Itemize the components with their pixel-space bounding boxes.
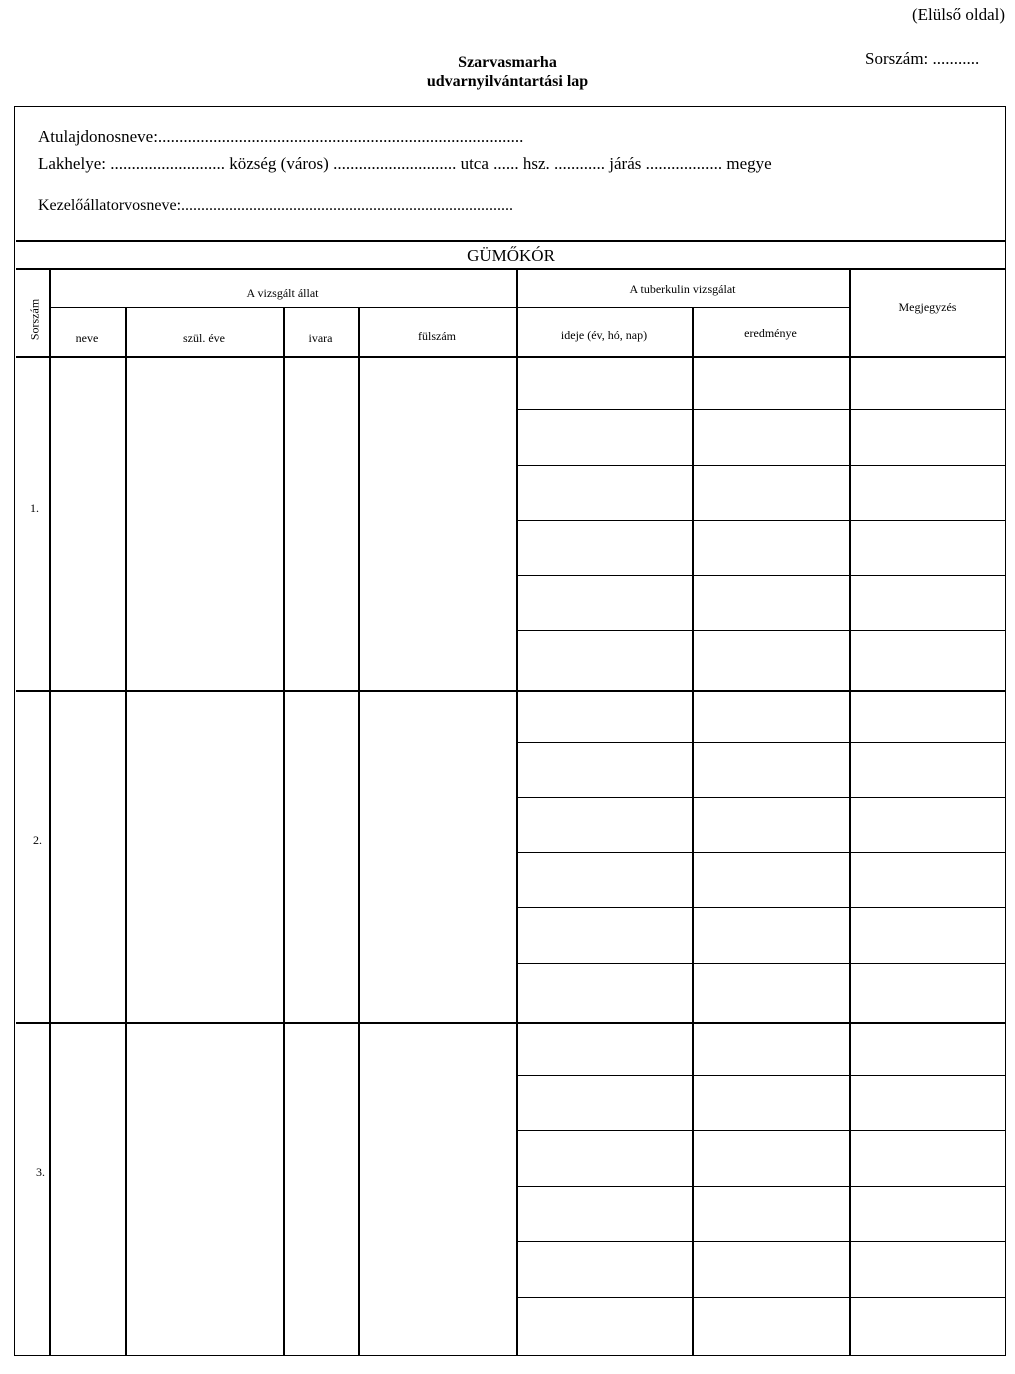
header-tuberculin-test: A tuberkulin vizsgálat xyxy=(629,282,736,296)
col-divider-birth xyxy=(283,307,285,1356)
subrow-line xyxy=(516,575,1006,576)
subrow-line xyxy=(516,1186,1006,1187)
row-number-2: 2. xyxy=(33,833,42,847)
subrow-line xyxy=(516,520,1006,521)
header-remark: Megjegyzés xyxy=(898,300,957,314)
page-side-label: (Elülső oldal) xyxy=(911,5,1005,24)
serial-number-field: Sorszám: ........... xyxy=(865,49,980,68)
subrow-line xyxy=(516,1075,1006,1076)
col-divider-sex xyxy=(358,307,360,1356)
subrow-line xyxy=(516,907,1006,908)
subrow-line xyxy=(516,630,1006,631)
subrow-line xyxy=(516,797,1006,798)
col-divider-serial xyxy=(49,268,51,1356)
row-divider-2 xyxy=(16,1022,1006,1024)
subrow-line xyxy=(516,963,1006,964)
header-test-result: eredménye xyxy=(744,326,797,340)
col-divider-result xyxy=(849,268,851,1356)
form-title-line2: udvarnyilvántartási lap xyxy=(426,73,589,90)
subrow-line xyxy=(516,1130,1006,1131)
col-divider-name xyxy=(125,307,127,1356)
subrow-line xyxy=(516,409,1006,410)
col-divider-earnum xyxy=(516,268,518,1356)
section-title: GÜMŐKÓR xyxy=(467,246,555,265)
vet-name-field: Kezelőállatorvosneve:................................................................................... xyxy=(38,197,514,214)
section-title-divider xyxy=(16,268,1006,270)
table-top-border xyxy=(16,240,1006,242)
owner-name-field: Atulajdonosneve:...................................................................................... xyxy=(38,127,524,146)
subrow-line xyxy=(516,1297,1006,1298)
header-birth-year: szül. éve xyxy=(183,331,225,345)
header-name: neve xyxy=(75,331,99,345)
row-number-3: 3. xyxy=(36,1165,45,1179)
header-bottom-border xyxy=(16,356,1006,358)
form-title-line1: Szarvasmarha xyxy=(458,54,557,71)
col-divider-date xyxy=(692,307,694,1356)
row-number-1: 1. xyxy=(30,501,39,515)
header-serial: Sorszám xyxy=(27,298,42,341)
header-ear-number: fülszám xyxy=(418,329,456,343)
header-group-divider xyxy=(49,307,849,308)
subrow-line xyxy=(516,852,1006,853)
subrow-line xyxy=(516,465,1006,466)
subrow-line xyxy=(516,742,1006,743)
header-sex: ivara xyxy=(308,331,333,345)
header-test-date: ideje (év, hó, nap) xyxy=(560,328,648,342)
header-examined-animal: A vizsgált állat xyxy=(246,286,319,300)
subrow-line xyxy=(516,1241,1006,1242)
residence-field: Lakhelye: ........................... község (város) ............................. utca ...... hsz. ............ járás .................. megye xyxy=(38,154,772,173)
row-divider-1 xyxy=(16,690,1006,692)
